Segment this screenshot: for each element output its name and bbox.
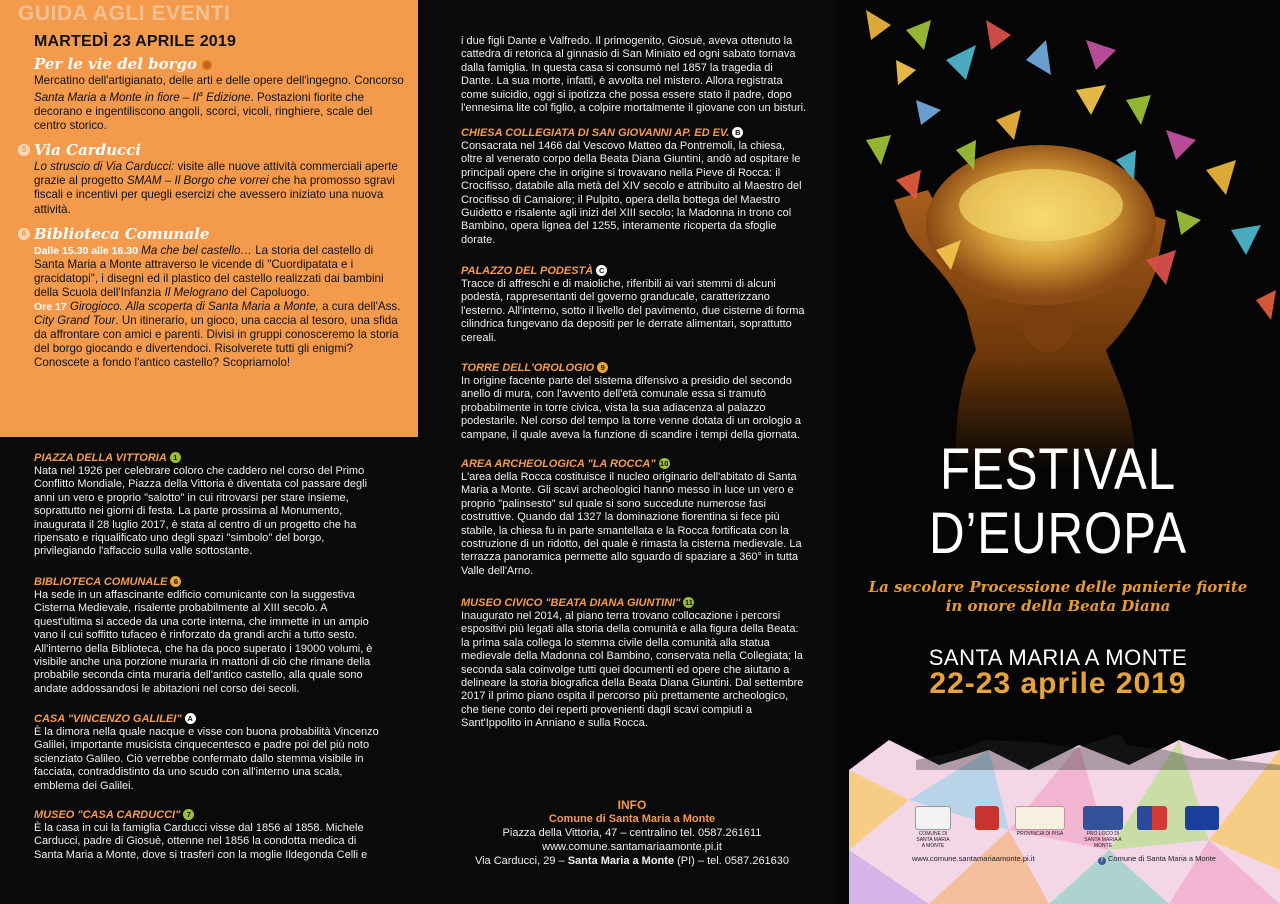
- facebook-link[interactable]: f Comune di Santa Maria a Monte: [1098, 854, 1216, 865]
- info-org: Comune di Santa Maria a Monte: [548, 813, 716, 825]
- info-address: Piazza della Vittoria, 47 – centralino tel. 0587.261611: [502, 827, 762, 839]
- section-biblioteca: BIBLIOTECA COMUNALE 6 Ha sede in un affascinante edificio comunicante con la suggestiva Cisterna Medievale, risalente probabilmente al XIII secolo. A quest'ultima si accede da una corte interna, che immette in un ampio vano il cui soffitto tufaceo è rinforzato da grandi archi a tutto sesto. All'interno della Biblioteca, che ha da poco superato i 19000 volumi, è visibile anche una porzione muraria in mattoni di ciò che rimane della probabile seconda cinta muraria dell'antico castello, alla quale sono andate addossandosi le abitazioni nel corso dei secoli.: [34, 576, 373, 695]
- eu-flag-icon: [1185, 806, 1219, 842]
- festival-subtitle: La secolare Processione delle panierie fiorite in onore della Beata Diana: [868, 578, 1248, 615]
- event-text-borgo: Mercatino dell'artigianato, delle arti e delle opere dell'ingegno. Concorso Santa Maria a Monte in fiore – $II^a$ Edizione. Postazioni fiorite che decorano e ingentiliscono angoli, scorci, vicoli, ringhiere, scale del centro storico.: [34, 74, 404, 133]
- facebook-icon: f: [1098, 857, 1106, 865]
- section-casa-carducci: MUSEO "CASA CARDUCCI" 7 È la casa in cui la famiglia Carducci visse dal 1856 al 1858. Michele Carducci, padre di Giosuè, ottenne nel 1856 la condotta medica di Santa Maria a Monte, dove si trasferì con la moglie Ildegonda Celli e: [34, 809, 368, 861]
- cover-website[interactable]: www.comune.santamariaamonte.pi.it: [912, 854, 1035, 863]
- info-block: [440, 798, 824, 868]
- section-palazzo-podesta: PALAZZO DEL PODESTÀ C Tracce di affreschi e di maioliche, riferibili ai vari stemmi di alcuni podestà, rappresentanti del governo granducale, caratterizzano l'esterno. All'interno, sotto il livello del pavimento, due cisterne di forma cilindrica fungevano da depositi per le derrate alimentari, soprattutto cereali.: [461, 265, 805, 344]
- info-heading: INFO: [617, 798, 647, 812]
- event-text-carducci: Lo struscio di Via Carducci: visite alle nuove attività commerciali aperte grazie al progetto SMAM – Il Borgo che vorrei che ha promosso sgravi fiscali e incentivi per quegli esercizi che avessero iniziato una nuova attività.: [34, 160, 398, 216]
- info-office: Via Carducci, 29 – Santa Maria a Monte (PI) – tel. 0587.261630: [474, 855, 790, 867]
- provincia-logo: PROVINCIA DI PISA: [1015, 806, 1065, 842]
- section-museo-civico: MUSEO CIVICO "BEATA DIANA GIUNTINI" 11 Inaugurato nel 2014, al piano terra trovano collocazione i percorsi espositivi più legati alla storia della comunità e alla figura della Beata: la prima sala collega lo stemma civile della comunità alla statua medievale della Madonna col Bambino, conservata nella Collegiata; la seconda sala coinvolge tutti quei documenti ed opere che aiutano a delineare la storia biografica della Beata Diana Giuntini. Dal settembre 2017 il primo piano ospita il percorso più prettamente archeologico, che tiene conto dei reperti provenienti dagli scavi compiuti a Sant'Ippolito in Anniano e sulla Rocca.: [461, 597, 804, 730]
- sponsor-logos: [905, 806, 1235, 849]
- festival-dates: 22-23 aprile 2019: [929, 667, 1187, 700]
- section-casa-galilei: CASA "VINCENZO GALILEI" A È la dimora nella quale nacque e visse con buona probabilità Vincenzo Galilei, importante musicista cinquecentesco e padre poi del più noto scienziato Galileo. Ciò verrebbe confermato dallo stemma visibile in facciata, contraddistinto da uno scudo con all'interno una scala, emblema dei Galilei.: [34, 713, 379, 792]
- info-website[interactable]: www.comune.santamariaamonte.pi.it: [542, 841, 722, 853]
- event-title-borgo: Per le vie del borgo: [34, 55, 404, 73]
- event-title-biblioteca: 6 Biblioteca Comunale: [34, 225, 404, 243]
- carducci-continued: i due figli Dante e Valfredo. Il primogenito, Giosuè, aveva ottenuto la cattedra di retorica al ginnasio di San Miniato ed ogni sabato tornava dalla famiglia. In questa casa si consumò nel 1857 la tragedia di Dante. La sua morte, infatti, è avvolta nel mistero. Allora registrata come suicidio, oggi si ipotizza che possa essere stato il padre, dopo l'ennesima lite col figlio, a colpire mortalmente il giovane con un bisturi.: [461, 35, 807, 115]
- proloco-logo: PRO LOCO DI SANTA MARIA A MONTE: [1083, 806, 1123, 842]
- event-text-biblioteca: Dalle 15.30 alle 16.30 Ma che bel castello… La storia del castello di Santa Maria a Monte attraverso le vicende di "Cuordipatata e i gracidatopi", i disegni ed il plastico del castello realizzati dai bambini della Scuola dell'Infanzia Il Melograno del Capoluogo. Ore 17 Girogioco. Alla scoperta di Santa Maria a Monte, a cura dell'Ass. City Grand Tour. Un itinerario, un gioco, una caccia al tesoro, una sfida da affrontare con amici e parenti. Divisi in gruppi conosceremo la storia del borgo giocando e divertendoci. Risolverete tutti gli enigmi? Conoscete a fondo l'antico castello? Scopriamolo!: [34, 243, 401, 370]
- gemellaggi-logo: [1137, 806, 1167, 842]
- festival-title: FESTIVAL D’EUROPA: [929, 437, 1187, 566]
- event-title-carducci: 5 Via Carducci: [34, 141, 404, 159]
- section-collegiata: CHIESA COLLEGIATA DI SAN GIOVANNI AP. ED EV. B Consacrata nel 1466 dal Vescovo Matteo da Pontremoli, la chiesa, oltre al venerato corpo della Beata Diana Giuntini, andò ad ospitare le principali opere che in origine si trovavano nella Pieve di Rocca: il Crocifisso, databile alla metà del XIV secolo e attribuito al Maestro del Crocifisso di Camaiore; il Pulpito, opera della bottega del Maestro Guidetto e risalente agli inizi del XIII secolo; la Madonna in trono col Bambino, opera lignea del 1255, interamente ricoperta da sfoglie dorate.: [461, 127, 802, 246]
- flower-icon: [200, 58, 214, 72]
- guide-title: GUIDA AGLI EVENTI: [18, 2, 231, 25]
- section-area-archeologica: AREA ARCHEOLOGICA "LA ROCCA" 10 L'area della Rocca costituisce il nucleo originario dell'abitato di Santa Maria a Monte. Gli scavi archeologici hanno messo in luce un vero e proprio "palinsesto" sul quale si sono succedute numerose fasi costruttive. Quando dal 1327 la dominazione fiorentina si fece più stabile, la chiesa fu in parte smantellata e la Rocca fortificata con la costruzione di un ridotto, del quale è rimasta la cisterna medievale. La terrazza panoramica permette allo sguardo di spaziare a 360° in tutta Valle dell'Arno.: [461, 458, 802, 577]
- comune-logo: COMUNE DI SANTA MARIA A MONTE: [915, 806, 951, 842]
- toscana-logo: [975, 806, 999, 842]
- section-piazza-vittoria: PIAZZA DELLA VITTORIA 1 Nata nel 1926 per celebrare coloro che caddero nel corso del Primo Conflitto Mondiale, Piazza della Vittoria è diventata col passare degli anni un vero e proprio "salotto" in cui ritrovarsi per stare insieme, soprattutto nei giorni di festa. La parte prossima al Monumento, inaugurata il 28 luglio 2017, è stata al centro di un progetto che ha ripensato e riqualificato uno degli spazi "simbolo" del borgo, privilegiando l'affaccio sulla valle sottostante.: [34, 452, 368, 558]
- section-torre-orologio: TORRE DELL'OROLOGIO 9 In origine facente parte del sistema difensivo a presidio del secondo anello di mura, con l'avvento dell'età comunale essa si tramutò probabilmente in torre civica, vista la sua adiacenza al palazzo podestarile. Nel corso del tempo la torre venne dotata di un orologio a campane, il quale aveva la funzione di scandire i tempi della giornata.: [461, 362, 801, 441]
- festival-place: SANTA MARIA A MONTE: [928, 645, 1188, 670]
- date-title: MARTEDÌ 23 APRILE 2019: [34, 33, 237, 50]
- events-panel: [0, 0, 418, 437]
